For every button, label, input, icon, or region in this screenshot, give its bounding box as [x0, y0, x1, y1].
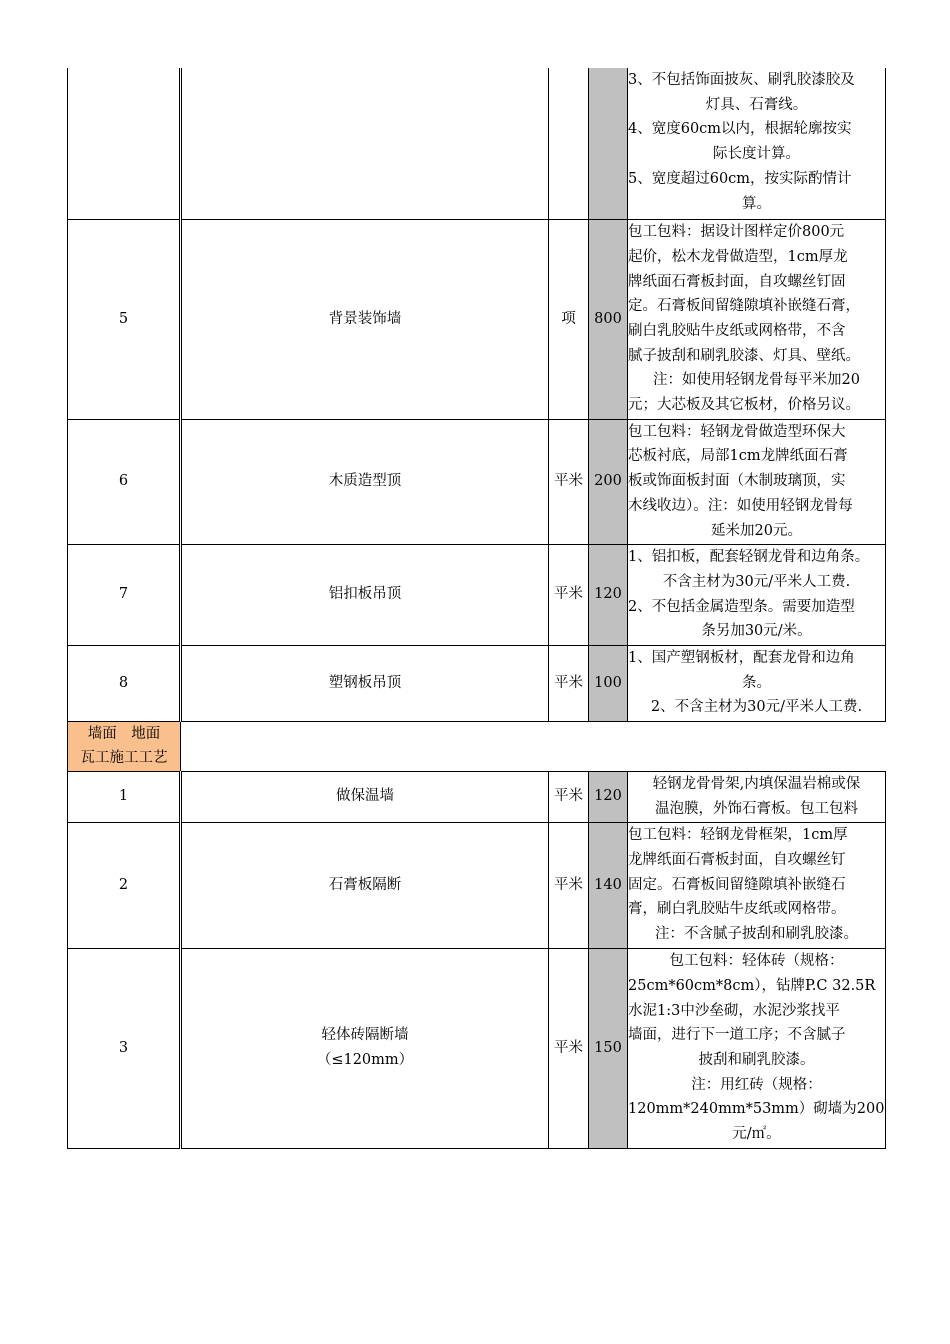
- description-line: 墙面，进行下一道工序；不含腻子: [628, 1027, 846, 1044]
- description-line: 25cm*60cm*8cm），钻牌P.C 32.5R: [628, 977, 876, 994]
- table-row: [68, 544, 886, 645]
- table-row: [68, 68, 886, 219]
- table-row: [68, 771, 886, 822]
- description-line: 2、不含主材为30元/平米人工费.: [650, 699, 863, 716]
- description-line: 牌纸面石膏板封面，自攻螺丝钉固: [628, 273, 846, 290]
- description-line: 注：如使用轻钢龙骨每平米加20: [653, 372, 860, 389]
- price: 800: [589, 219, 628, 419]
- description-line: 注：不含腻子披刮和刷乳胶漆。: [655, 926, 858, 943]
- description-line: 延米加20元。: [711, 522, 802, 539]
- description-line: 不含主材为30元/平米人工费.: [662, 573, 851, 590]
- description-line: 5、宽度超过60cm，按实际酌情计: [628, 170, 852, 187]
- description-line: 算。: [742, 195, 771, 212]
- description: [628, 68, 886, 219]
- description-line: 包工包料：轻体砖（规格：: [669, 953, 844, 970]
- description-line: 包工包料：轻钢龙骨框架，1cm厚: [628, 827, 848, 844]
- price: 120: [589, 544, 628, 645]
- unit: 平米: [549, 948, 589, 1148]
- description-line: 膏，刷白乳胶贴牛皮纸或网格带。: [628, 901, 846, 918]
- unit: 平米: [549, 822, 589, 948]
- item-name-line: 轻体砖隔断墙: [321, 1027, 409, 1044]
- item-name: 石膏板隔断: [181, 822, 549, 948]
- price: 150: [589, 948, 628, 1148]
- description-line: 条另加30元/米。: [701, 623, 812, 640]
- row-number: 7: [68, 544, 181, 645]
- table-row: [68, 219, 886, 419]
- item-name: 背景装饰墙: [181, 219, 549, 419]
- item-name: 做保温墙: [181, 771, 549, 822]
- price-table: [67, 68, 886, 1149]
- table-row: [68, 419, 886, 544]
- unit: 平米: [549, 419, 589, 544]
- description-line: 际长度计算。: [713, 146, 800, 163]
- item-name-spec: （≤120mm）: [316, 1052, 414, 1068]
- description: [628, 822, 886, 948]
- description-line: 120mm*240mm*53mm）砌墙为200: [628, 1101, 885, 1118]
- description-line: 3、不包括饰面披灰、刷乳胶漆胶及: [628, 72, 855, 88]
- table-row: [68, 645, 886, 721]
- item-name: 铝扣板吊顶: [181, 544, 549, 645]
- description-line: 定。石膏板间留缝隙填补嵌缝石膏，: [628, 298, 860, 315]
- section-header: [68, 721, 181, 771]
- description: [628, 771, 886, 822]
- description-line: 芯板衬底，局部1cm龙牌纸面石膏: [628, 448, 848, 465]
- description-line: 温泡膜，外饰石膏板。包工包料: [655, 800, 858, 817]
- section-title-line: 墙面 地面: [87, 726, 161, 742]
- description-line: 刷白乳胶贴牛皮纸或网格带，不含: [628, 323, 846, 339]
- price: 140: [589, 822, 628, 948]
- description-line: 起价，松木龙骨做造型，1cm厚龙: [628, 248, 848, 265]
- description-line: 1、铝扣板，配套轻钢龙骨和边角条。: [628, 549, 870, 566]
- price: 200: [589, 419, 628, 544]
- item-name: 塑钢板吊顶: [181, 645, 549, 721]
- description-line: 固定。石膏板间留缝隙填补嵌缝石: [628, 876, 846, 893]
- unit: 平米: [549, 771, 589, 822]
- description-line: 木线收边）。注：如使用轻钢龙骨每: [628, 497, 853, 514]
- description-line: 4、宽度60cm以内，根据轮廓按实: [628, 121, 852, 138]
- description: [628, 645, 886, 721]
- section-title-line: 瓦工施工工艺: [80, 750, 168, 766]
- item-name: 木质造型顶: [181, 419, 549, 544]
- description-line: 灯具、石膏线。: [705, 96, 808, 113]
- description-line: 腻子披刮和刷乳胶漆、灯具、壁纸。: [628, 347, 860, 364]
- description: [628, 544, 886, 645]
- row-number: 6: [68, 419, 181, 544]
- description-line: 元/㎡。: [732, 1126, 781, 1143]
- description-line: 包工包料：轻钢龙骨做造型环保大: [628, 423, 846, 440]
- description-line: 水泥1:3中沙垒砌，水泥沙浆找平: [628, 1002, 840, 1019]
- price: 120: [589, 771, 628, 822]
- description: [628, 948, 886, 1148]
- item-name: [181, 948, 549, 1148]
- row-number: 3: [68, 948, 181, 1148]
- description-line: 元；大芯板及其它板材，价格另议。: [628, 397, 860, 414]
- unit: [549, 68, 589, 219]
- table-row: [68, 822, 886, 948]
- description-line: 包工包料：据设计图样定价800元: [628, 224, 845, 241]
- unit: 平米: [549, 544, 589, 645]
- row-number: 8: [68, 645, 181, 721]
- row-number: 1: [68, 771, 181, 822]
- row-number: 2: [68, 822, 181, 948]
- description-line: 龙牌纸面石膏板封面，自攻螺丝钉: [628, 851, 846, 868]
- row-number: 5: [68, 219, 181, 419]
- unit: 项: [549, 219, 589, 419]
- description-line: 2、不包括金属造型条。需要加造型: [628, 598, 855, 615]
- description-line: 轻钢龙骨骨架,内填保温岩棉或保: [652, 775, 861, 792]
- description-line: 1、国产塑钢板材，配套龙骨和边角: [628, 649, 855, 666]
- description-line: 条。: [742, 674, 771, 691]
- row-number: [68, 68, 181, 219]
- section-row: [68, 721, 886, 771]
- unit: 平米: [549, 645, 589, 721]
- price: [589, 68, 628, 219]
- description: [628, 219, 886, 419]
- description-line: 注：用红砖（规格：: [691, 1076, 822, 1093]
- description-line: 板或饰面板封面（木制玻璃顶，实: [628, 473, 846, 490]
- table-row: [68, 948, 886, 1148]
- price: 100: [589, 645, 628, 721]
- description-line: 披刮和刷乳胶漆。: [698, 1052, 815, 1068]
- description: [628, 419, 886, 544]
- item-name: [181, 68, 549, 219]
- section-spacer: [181, 721, 886, 771]
